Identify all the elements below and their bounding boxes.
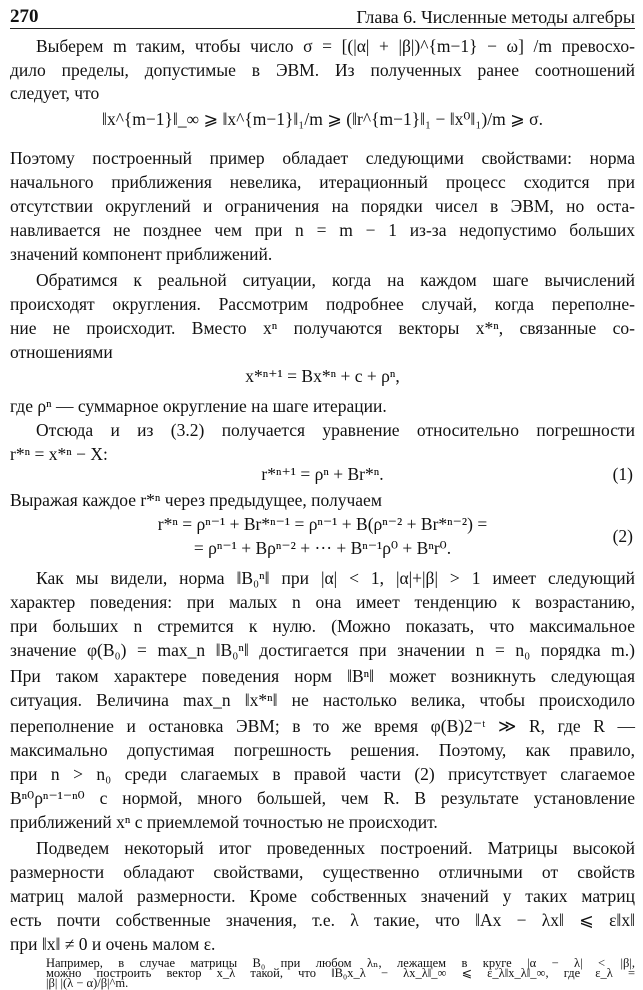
- text-line: Как мы видели, норма ‖B₀ⁿ‖ при |α| < 1, |α|+|β| > 1 имеет следующий: [36, 568, 635, 588]
- text-line: происходят округления. Рассмотрим подробнее случай, когда переполне-: [10, 294, 635, 314]
- text-line: приближений xⁿ с приемлемой точностью не происходит.: [10, 812, 438, 832]
- text-line: где ρⁿ — суммарное округление на шаге итерации.: [10, 396, 387, 416]
- text-line: При таком характере поведения норм ‖Bⁿ‖ может возникнуть следующая: [10, 666, 635, 686]
- text-line: навливается не позднее чем при n = m − 1 из-за недопустимо больших: [10, 220, 635, 240]
- equation-2-line-1: r*ⁿ = ρⁿ⁻¹ + Br*ⁿ⁻¹ = ρⁿ⁻¹ + B(ρⁿ⁻² + Br*ⁿ⁻²) =: [157, 514, 488, 534]
- text-line: ситуация. Величина max_n ‖x*ⁿ‖ не настолько велика, чтобы происходило: [10, 690, 635, 710]
- text-line: Выберем m таким, чтобы число σ = [(|α| + |β|)^{m−1} − ω] /m превосхо-: [36, 36, 635, 56]
- text-line: начального приближения невелика, итерационный процесс сходится при: [10, 172, 635, 192]
- text-line: дило пределы, допустимые в ЭВМ. Из полученных ранее соотношений: [10, 60, 635, 80]
- small-text-line: можно построить вектор x_λ такой, что ‖B₀x_λ − λx_λ‖_∞ ⩽ ε_λ‖x_λ‖_∞, где ε_λ =: [46, 966, 635, 980]
- text-line: при n > n₀ среди слагаемых в правой части (2) присутствует слагаемое: [10, 764, 635, 784]
- text-line: размерности обладают свойствами, существенно отличными от свойств: [10, 862, 635, 882]
- equation: x*ⁿ⁺¹ = Bx*ⁿ + c + ρⁿ,: [245, 366, 400, 386]
- equation-number: (1): [612, 464, 633, 484]
- equation-2-line-2: = ρⁿ⁻¹ + Bρⁿ⁻² + ··· + Bⁿ⁻¹ρ⁰ + Bⁿr⁰.: [193, 538, 452, 558]
- equation-number: (2): [612, 526, 633, 546]
- chapter-title: Глава 6. Численные методы алгебры: [356, 7, 635, 27]
- text-line: переполнение и остановка ЭВМ; в то же время φ(B)2⁻ᵗ ≫ R, где R —: [10, 716, 635, 736]
- text-line: Обратимся к реальной ситуации, когда на каждом шаге вычислений: [36, 270, 635, 290]
- text-line: значений компонент приближений.: [10, 244, 273, 264]
- small-text-line: Например, в случае матрицы B₀ при любом λₙ, лежащем в круге |α − λ| < |β|,: [46, 956, 635, 970]
- text-line: при больших n стремится к нулю. (Можно показать, что максимальное: [10, 616, 635, 636]
- running-header: [10, 4, 635, 29]
- text-line: Выражая каждое r*ⁿ через предыдущее, получаем: [10, 490, 382, 510]
- text-line: Подведем некоторый итог проведенных построений. Матрицы высокой: [36, 838, 635, 858]
- text-line: значение φ(B₀) = max_n ‖B₀ⁿ‖ достигается при значении n = n₀ порядка m.): [10, 640, 635, 660]
- equation: ‖x^{m−1}‖_∞ ⩾ ‖x^{m−1}‖₁/m ⩾ (‖r^{m−1}‖₁ − ‖x⁰‖₁)/m ⩾ σ.: [102, 109, 543, 129]
- small-text-line: |β| |(λ − α)/β|^m.: [46, 976, 129, 990]
- text-line: характер поведения: при малых n она имеет тенденцию к возрастанию,: [10, 592, 635, 612]
- text-line: Отсюда и из (3.2) получается уравнение относительно погрешности: [36, 420, 635, 440]
- text-line: при ‖x‖ ≠ 0 и очень малом ε.: [10, 934, 216, 954]
- text-line: матриц малой размерности. Кроме собственных значений у таких матриц: [10, 886, 635, 906]
- text-line: ние не происходит. Вместо xⁿ получаются векторы x*ⁿ, связанные со-: [10, 318, 635, 338]
- text-line: максимально допустимая погрешность решения. Поэтому, как правило,: [10, 740, 635, 760]
- equation-1: r*ⁿ⁺¹ = ρⁿ + Br*ⁿ.: [261, 464, 384, 484]
- text-line: отношениями: [10, 342, 113, 362]
- text-line: Bⁿ⁰ρⁿ⁻¹⁻ⁿ⁰ с нормой, много большей, чем R. В результате установление: [10, 788, 635, 808]
- text-line: отсутствии округлений и ограничения на порядки чисел в ЭВМ, но оста-: [10, 196, 635, 216]
- text-line: есть почти собственные значения, т.е. λ такие, что ‖Ax − λx‖ ⩽ ε‖x‖: [10, 910, 635, 930]
- text-line: следует, что: [10, 83, 100, 103]
- page-number: 270: [10, 6, 39, 27]
- text-line: Поэтому построенный пример обладает следующими свойствами: норма: [10, 148, 635, 168]
- text-line: r*ⁿ = x*ⁿ − X:: [10, 444, 108, 464]
